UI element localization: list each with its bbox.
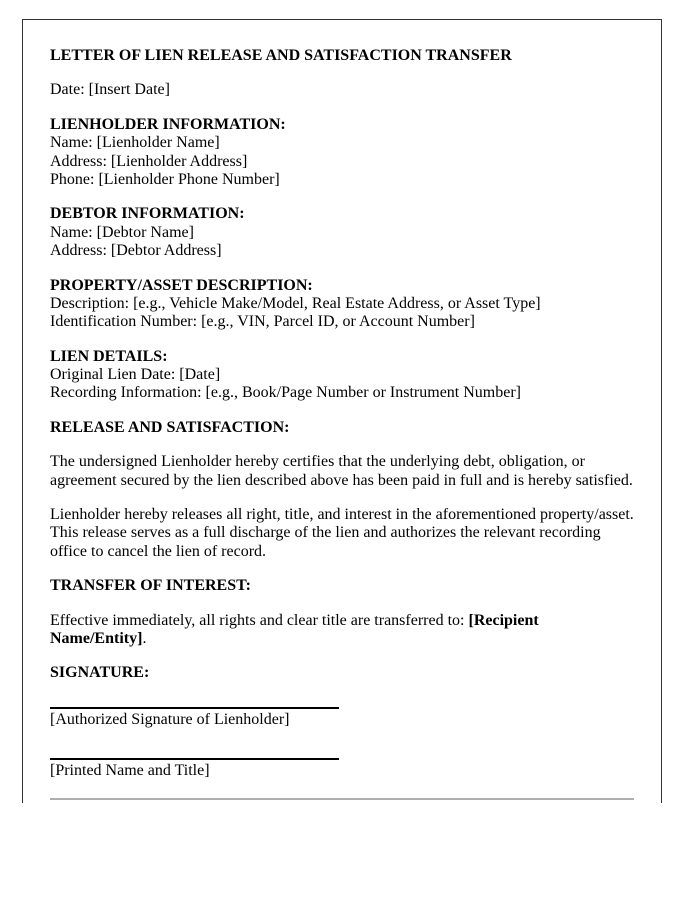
section-debtor-information xyxy=(50,205,634,260)
authorized-signature-label: [Authorized Signature of Lienholder] xyxy=(50,710,290,728)
property-heading: PROPERTY/ASSET DESCRIPTION: xyxy=(50,276,313,294)
property-id-number-line: Identification Number: [e.g., VIN, Parcel ID, or Account Number] xyxy=(50,313,475,331)
letter-document xyxy=(22,19,662,803)
printed-name-label: [Printed Name and Title] xyxy=(50,762,210,780)
authorized-signature-block xyxy=(50,707,634,729)
transfer-text: Effective immediately, all rights and clear title are transferred to: xyxy=(50,611,469,629)
original-lien-date-line: Original Lien Date: [Date] xyxy=(50,366,221,384)
printed-name-rule-line xyxy=(50,758,339,760)
lienholder-phone-line: Phone: [Lienholder Phone Number] xyxy=(50,170,280,188)
section-lienholder-information xyxy=(50,116,634,190)
transfer-heading: TRANSFER OF INTEREST: xyxy=(50,577,251,595)
printed-name-block xyxy=(50,758,634,780)
date-line: Date: [Insert Date] xyxy=(50,81,170,99)
document-title: LETTER OF LIEN RELEASE AND SATISFACTION TRANSFER xyxy=(50,47,512,64)
section-property-description xyxy=(50,277,634,332)
release-paragraph-2: Lienholder hereby releases all right, title, and interest in the aforementioned property/asset. This release serves as a full discharge of the lien and authorizes the relevant recording office to cancel the lien of record. xyxy=(50,506,634,560)
lienholder-address-line: Address: [Lienholder Address] xyxy=(50,152,248,170)
property-description-line: Description: [e.g., Vehicle Make/Model, Real Estate Address, or Asset Type] xyxy=(50,294,541,312)
signature-rule-line xyxy=(50,707,339,709)
debtor-heading: DEBTOR INFORMATION: xyxy=(50,205,245,223)
section-lien-details xyxy=(50,348,634,403)
bottom-divider xyxy=(50,798,634,800)
debtor-name-line: Name: [Debtor Name] xyxy=(50,223,194,241)
release-heading: RELEASE AND SATISFACTION: xyxy=(50,418,290,436)
debtor-address-line: Address: [Debtor Address] xyxy=(50,242,222,260)
lien-details-heading: LIEN DETAILS: xyxy=(50,347,168,365)
transfer-paragraph xyxy=(50,612,634,649)
lienholder-heading: LIENHOLDER INFORMATION: xyxy=(50,115,286,133)
recording-information-line: Recording Information: [e.g., Book/Page Number or Instrument Number] xyxy=(50,384,521,402)
signature-heading: SIGNATURE: xyxy=(50,664,150,682)
lienholder-name-line: Name: [Lienholder Name] xyxy=(50,134,220,152)
transfer-recipient: [Recipient Name/Entity] xyxy=(50,611,539,647)
transfer-period: . xyxy=(142,629,147,647)
release-paragraph-1: The undersigned Lienholder hereby certifies that the underlying debt, obligation, or agreement secured by the lien described above has been paid in full and is hereby satisfied. xyxy=(50,453,633,489)
